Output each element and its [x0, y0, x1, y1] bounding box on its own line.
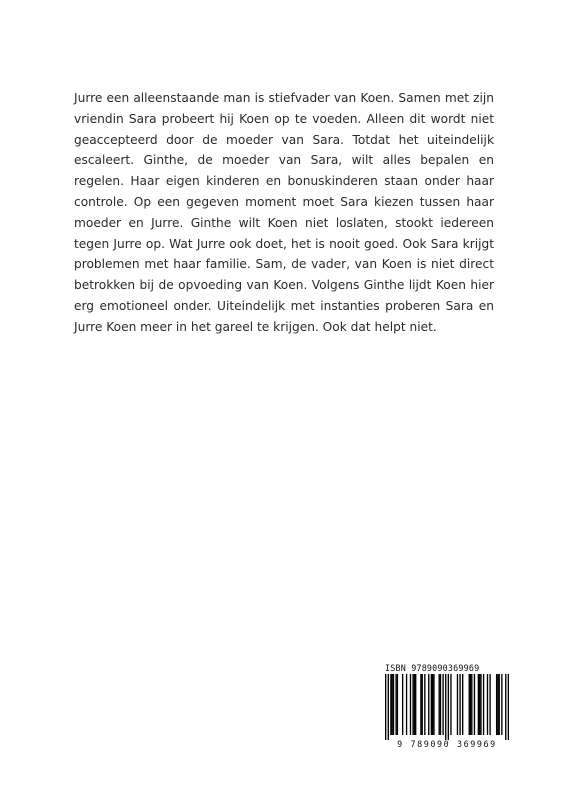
barcode-bar	[431, 674, 432, 735]
barcode-bar	[415, 674, 416, 735]
barcode-bar	[462, 674, 463, 735]
barcode-bar	[432, 674, 433, 735]
barcode-bar	[497, 674, 498, 735]
barcode-bar	[474, 674, 475, 735]
barcode-bar	[395, 674, 396, 735]
barcode-bar	[390, 674, 391, 735]
barcode-bar	[397, 674, 398, 735]
barcode-bar	[422, 674, 423, 735]
barcode-bar	[448, 674, 449, 740]
barcode-bar	[501, 674, 502, 735]
barcode-bar	[499, 674, 500, 735]
isbn-digits: 9 789090 369969	[397, 739, 497, 749]
barcode-bar	[457, 674, 458, 735]
barcode-bar	[392, 674, 393, 735]
back-cover-blurb: Jurre een alleenstaande man is stiefvader van Koen. Samen met zijn vriendin Sara probeert hij Koen op te voeden. Alleen dit wordt niet geaccepteerd door de moeder van Sara. Totdat het uiteindelijk escaleert. Ginthe, de moeder van Sara, wilt alles bepalen en regelen. Haar eigen kinderen en bonuskinderen staan onder haar controle. Op een gegeven moment moet Sara kiezen tussen haar moeder en Jurre. Ginthe wilt Koen niet loslaten, stookt iedereen tegen Jurre op. Wat Jurre ook doet, het is nooit goed. Ook Sara krijgt problemen met haar familie. Sam, de vader, van Koen is niet direct betrokken bij de opvoeding van Koen. Volgens Ginthe lijdt Koen hier erg emotioneel onder. Uiteindelijk met instanties proberen Sara en Jurre Koen meer in het gareel te krijgen. Ook dat helpt niet.	[74, 91, 494, 334]
barcode-bar	[406, 674, 407, 735]
barcode-bar	[478, 674, 479, 735]
barcode-bar	[479, 674, 480, 735]
barcode-bar	[388, 674, 389, 740]
barcode-bar	[445, 674, 446, 740]
barcode-bar	[483, 674, 484, 735]
barcode-bar	[424, 674, 425, 735]
barcode-bar	[496, 674, 497, 735]
barcode-bar	[439, 674, 440, 735]
barcode-bar	[459, 674, 460, 735]
barcode-bar	[470, 674, 471, 735]
barcode-bar	[428, 674, 429, 735]
barcode-bar	[489, 674, 490, 735]
barcode-bar	[414, 674, 415, 735]
barcode-bar	[508, 674, 509, 740]
barcode-bar	[442, 674, 443, 735]
isbn-label: ISBN 9789090369969	[385, 663, 480, 673]
barcode-bar	[433, 674, 434, 735]
barcode-bar	[480, 674, 481, 735]
barcode-bar	[487, 674, 488, 735]
barcode-bar	[412, 674, 413, 735]
barcode-bar	[505, 674, 506, 740]
barcode-bar	[420, 674, 421, 735]
isbn-barcode	[385, 663, 509, 751]
barcode-bar	[440, 674, 441, 735]
barcode-bar	[385, 674, 386, 740]
barcode-bars	[385, 674, 509, 740]
barcode-bar	[450, 674, 451, 735]
barcode-bar	[471, 674, 472, 735]
barcode-bar	[402, 674, 403, 735]
barcode-bar	[469, 674, 470, 735]
barcode-bar	[393, 674, 394, 735]
barcode-bar	[410, 674, 411, 735]
